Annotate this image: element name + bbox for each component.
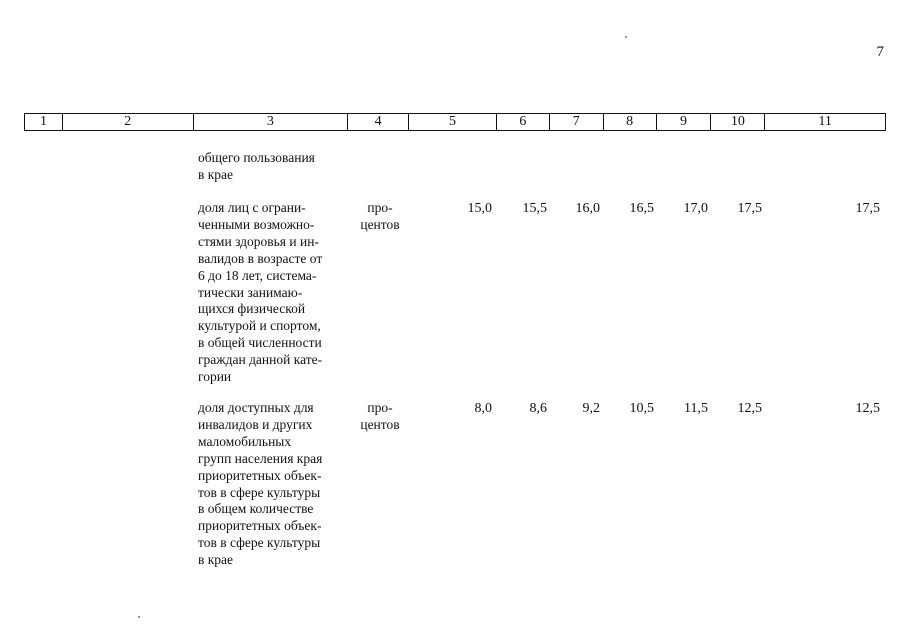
value-col-7: 16,0: [575, 201, 600, 216]
value-col-10: 12,5: [737, 401, 762, 416]
indicator-name-line: тически занимаю-: [198, 284, 303, 300]
column-header-6: 6: [497, 114, 550, 130]
indicator-name: [198, 200, 342, 386]
table-header-row: [24, 113, 886, 131]
indicator-name-line: валидов в возрасте от: [198, 250, 323, 266]
unit-cell: [355, 200, 405, 234]
column-header-8: 8: [604, 114, 657, 130]
indicator-name-line: общего пользования: [198, 150, 315, 165]
indicator-name-line: граждан данной кате-: [198, 352, 323, 368]
indicator-name-line: тов в сфере культуры: [198, 535, 321, 551]
unit-cell: [355, 400, 405, 434]
value-col-5: 8,0: [474, 401, 492, 416]
value-col-6: 8,6: [529, 401, 547, 416]
indicator-name-line: инвалидов и других: [198, 416, 313, 432]
column-header-3: 3: [194, 114, 349, 130]
value-col-8: 16,5: [629, 201, 654, 216]
indicator-name-line: культурой и спортом,: [198, 318, 321, 334]
value-col-6: 15,5: [522, 201, 547, 216]
value-col-8: 10,5: [629, 401, 654, 416]
unit-line: центов: [360, 416, 400, 432]
indicator-name: [198, 150, 342, 184]
indicator-name-line: щихся физической: [198, 301, 306, 317]
unit-line: про-: [367, 400, 393, 415]
indicator-name-line: в общей численности: [198, 335, 322, 351]
value-col-11: 12,5: [855, 401, 880, 416]
indicator-name-line: приоритетных объек-: [198, 518, 322, 534]
scan-speck: [138, 616, 140, 618]
value-col-7: 9,2: [582, 401, 600, 416]
indicator-name-line: ченными возможно-: [198, 216, 315, 232]
indicator-name-line: гории: [198, 369, 232, 385]
column-header-5: 5: [409, 114, 497, 130]
indicator-name-line: стями здоровья и ин-: [198, 233, 319, 249]
indicator-name-line: приоритетных объек-: [198, 467, 322, 483]
indicator-name-line: в крае: [198, 552, 234, 568]
indicator-name-line: тов в сфере культуры: [198, 484, 321, 500]
column-header-10: 10: [711, 114, 765, 130]
indicator-name-line: в крае: [198, 166, 234, 182]
column-header-1: 1: [25, 114, 63, 130]
column-header-2: 2: [63, 114, 194, 130]
value-col-10: 17,5: [737, 201, 762, 216]
column-header-11: 11: [818, 114, 832, 129]
column-header-9: 9: [657, 114, 712, 130]
indicator-name-line: доля доступных для: [198, 400, 314, 415]
indicator-name-line: групп населения края: [198, 450, 323, 466]
column-header-4: 4: [348, 114, 409, 130]
unit-line: про-: [367, 200, 393, 215]
indicator-name-line: доля лиц с ограни-: [198, 200, 306, 215]
column-header-7: 7: [550, 114, 604, 130]
unit-line: центов: [360, 216, 400, 232]
indicator-name-line: 6 до 18 лет, система-: [198, 267, 317, 283]
indicator-name-line: в общем количестве: [198, 501, 314, 517]
value-col-5: 15,0: [467, 201, 492, 216]
scan-speck: [625, 36, 627, 38]
indicator-name-line: маломобильных: [198, 433, 292, 449]
value-col-9: 11,5: [684, 401, 708, 416]
indicator-name: [198, 400, 342, 569]
value-col-11: 17,5: [855, 201, 880, 216]
page-number: 7: [876, 44, 884, 60]
value-col-9: 17,0: [683, 201, 708, 216]
